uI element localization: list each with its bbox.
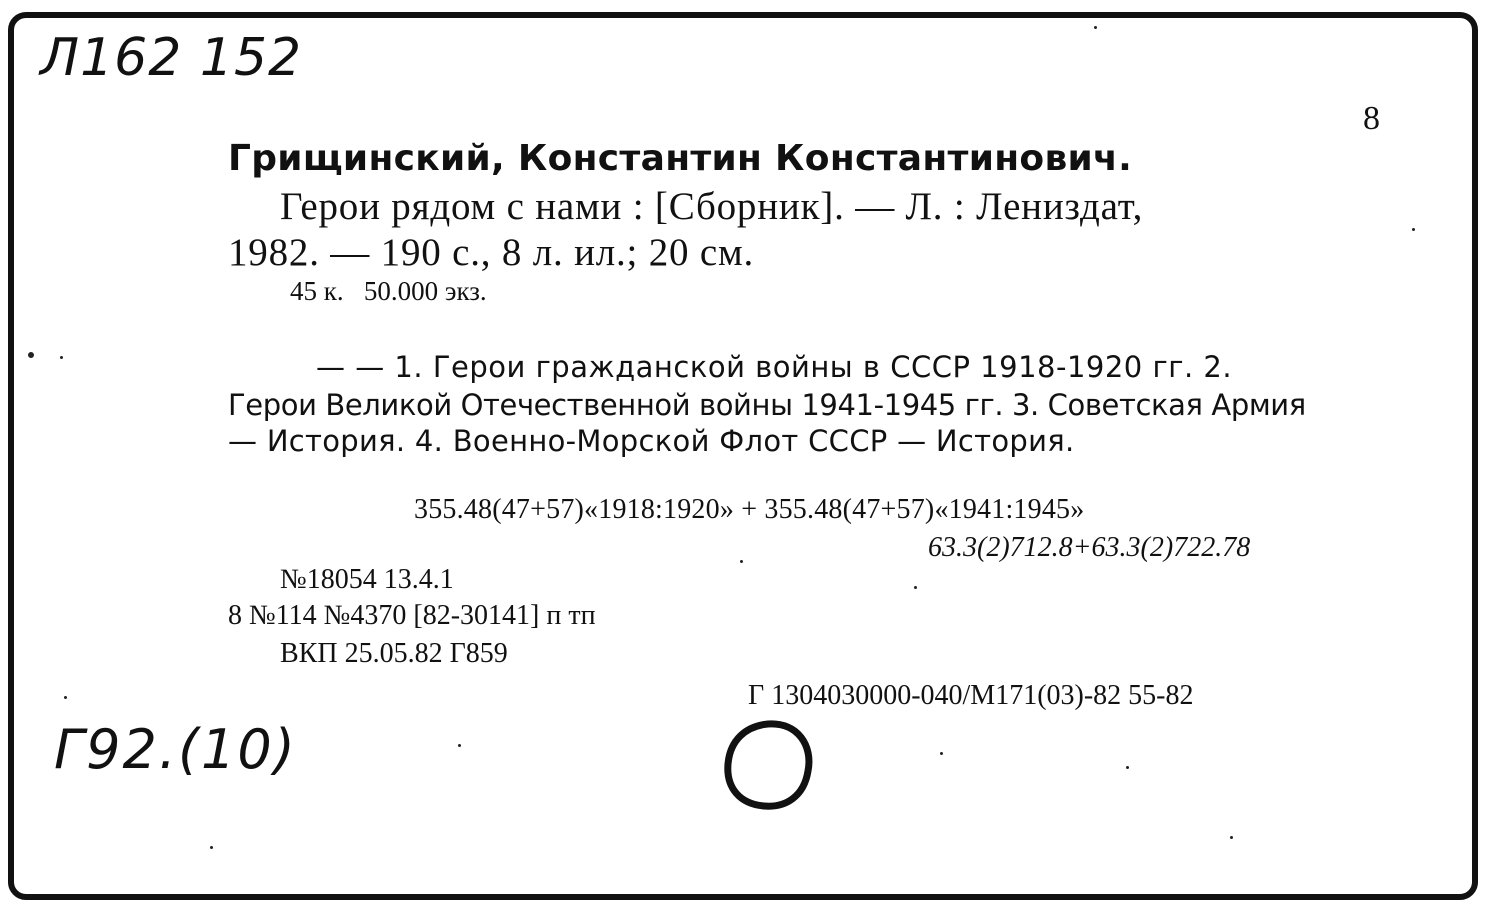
record-line-2: 8 №114 №4370 [82-30141] п тп: [228, 600, 596, 631]
scan-speck: [1230, 836, 1233, 839]
scan-speck: [60, 356, 63, 359]
record-line-3: ВКП 25.05.82 Г859: [280, 638, 508, 669]
author-heading: Грищинский, Константин Константинович.: [228, 138, 1133, 179]
subjects-line-3: — История. 4. Военно-Морской Флот СССР — История.: [228, 424, 1075, 458]
udc-line-2: 63.3(2)712.8+63.3(2)722.78: [928, 532, 1251, 563]
scan-speck: [28, 352, 34, 358]
price-run: 45 к. 50.000 экз.: [290, 276, 487, 306]
handwritten-shelf-mark: Л162 152: [40, 28, 303, 88]
subjects-line-1: — — 1. Герои гражданской войны в СССР 1918-1920 гг. 2.: [316, 350, 1233, 384]
card-number: 8: [1363, 100, 1380, 137]
scan-speck: [210, 846, 213, 849]
scan-speck: [1412, 228, 1415, 231]
scan-speck: [914, 586, 917, 589]
scan-speck: [1094, 26, 1097, 29]
punch-hole-outline: [718, 716, 818, 816]
subjects-line-2: Герои Великой Отечественной войны 1941-1945 гг. 3. Советская Армия: [228, 388, 1306, 422]
title-line-2: 1982. — 190 с., 8 л. ил.; 20 см.: [228, 231, 755, 274]
handwritten-class-mark: Г92.(10): [54, 718, 297, 781]
scan-speck: [1126, 766, 1129, 769]
scan-speck: [740, 560, 743, 563]
scan-speck: [458, 744, 461, 747]
udc-line-1: 355.48(47+57)«1918:1920» + 355.48(47+57)«1941:1945»: [414, 494, 1085, 525]
title-line-1: Герои рядом с нами : [Сборник]. — Л. : Лениздат,: [280, 185, 1144, 228]
scan-speck: [64, 696, 67, 699]
isbn-line: Г 1304030000-040/М171(03)-82 55-82: [748, 680, 1194, 711]
scan-speck: [940, 752, 943, 755]
record-line-1: №18054 13.4.1: [280, 564, 454, 595]
